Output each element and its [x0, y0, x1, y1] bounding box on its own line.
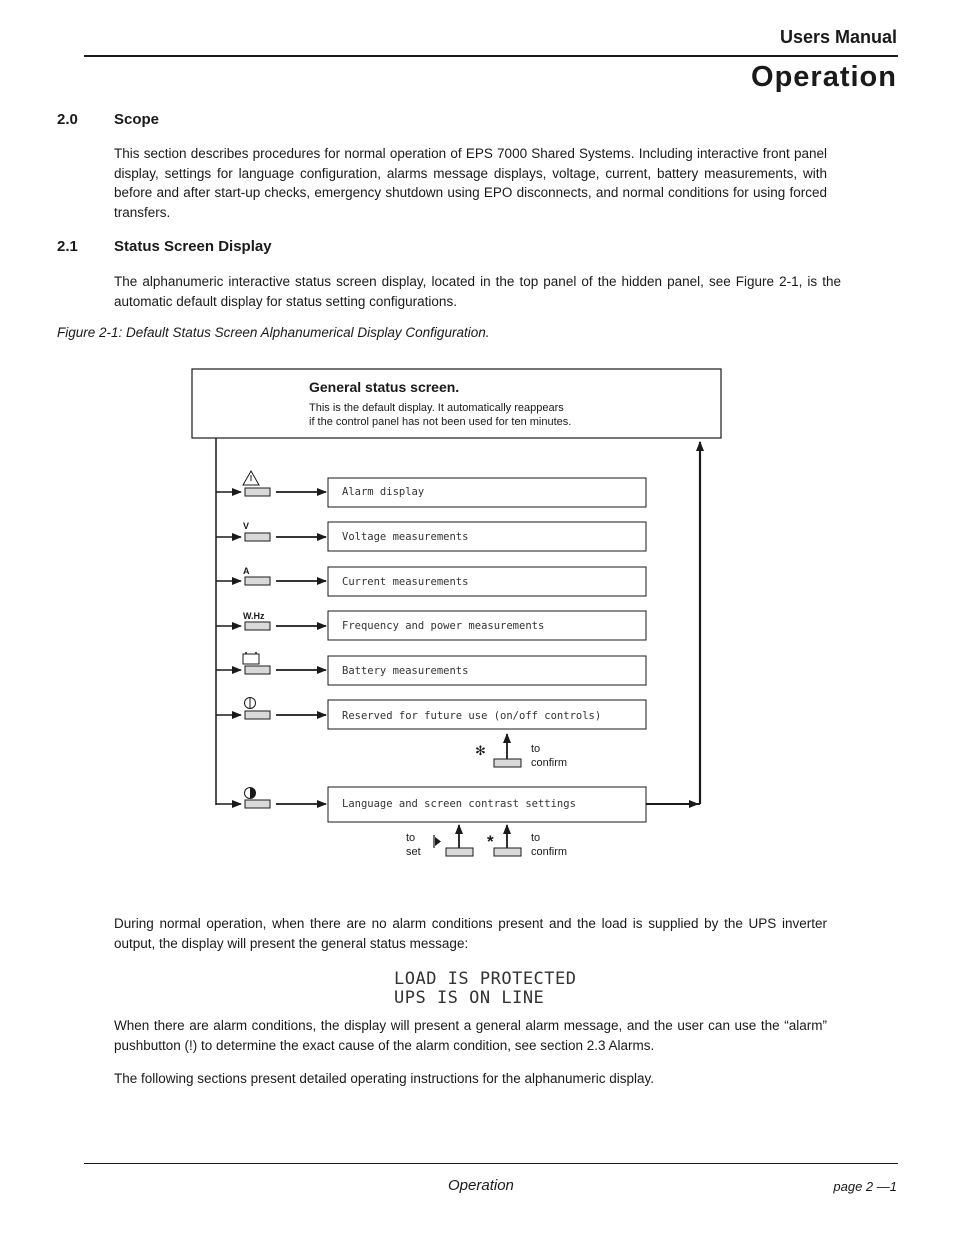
language-controls-group	[406, 825, 567, 858]
lcd-line-1: LOAD IS PROTECTED	[394, 969, 577, 989]
page-title: Operation	[751, 61, 897, 93]
general-status-line2: if the control panel has not been used for ten minutes.	[309, 416, 572, 428]
confirm2-label-confirm: confirm	[531, 846, 568, 858]
alarm-display-label: Alarm display	[342, 486, 425, 498]
row-alarm	[216, 471, 646, 507]
frequency-key-label: W.Hz	[243, 611, 265, 621]
frequency-button[interactable]	[245, 622, 270, 630]
section-number-status: 2.1	[57, 238, 78, 255]
confirm-label-confirm: confirm	[531, 757, 568, 769]
status-paragraph: The alphanumeric interactive status screen display, located in the top panel of the hidden panel, see Figure 2-1, is the automatic default display for status setting configurations.	[114, 274, 841, 309]
row-reserved	[216, 697, 646, 729]
row-current	[216, 566, 646, 596]
footer-rule	[84, 1163, 898, 1164]
row-language	[216, 787, 646, 822]
manual-title: Users Manual	[779, 27, 897, 47]
battery-button[interactable]	[245, 666, 270, 674]
battery-icon	[243, 652, 259, 664]
frequency-measurements-label: Frequency and power measurements	[342, 620, 545, 632]
scroll-icon	[434, 835, 441, 848]
row-battery	[216, 652, 646, 685]
voltage-button[interactable]	[245, 533, 270, 541]
row-voltage	[216, 521, 646, 551]
confirm2-label-to: to	[531, 832, 541, 844]
confirm-label-to: to	[531, 743, 541, 755]
asterisk-icon: ✻	[475, 743, 486, 758]
confirm-button-reserved[interactable]	[494, 759, 521, 767]
footer-page-number: page 2 —1	[833, 1179, 897, 1194]
scope-paragraph: This section describes procedures for normal operation of EPS 7000 Shared Systems. Including interactive front panel display, settings for language configuration, alarms message displays, voltage, current, battery measurements, with before and after start-up checks, emergency shutdown using EPO disconnects, and normal conditions for using forced transfers.	[114, 146, 827, 220]
current-button[interactable]	[245, 577, 270, 585]
asterisk-bold-icon: *	[487, 832, 494, 851]
general-status-title: General status screen.	[309, 379, 460, 395]
language-button[interactable]	[245, 800, 270, 808]
alarm-button[interactable]	[245, 488, 270, 496]
general-status-line1: This is the default display. It automatically reappears	[309, 402, 564, 414]
section-number-scope: 2.0	[57, 111, 78, 128]
footer-section: Operation	[448, 1177, 514, 1194]
section-title-status: Status Screen Display	[114, 238, 272, 255]
section-title-scope: Scope	[114, 111, 160, 128]
set-button[interactable]	[446, 848, 473, 856]
reserved-button[interactable]	[245, 711, 270, 719]
following-paragraph: The following sections present detailed operating instructions for the alphanumeric display.	[114, 1071, 655, 1086]
reserved-controls-label: Reserved for future use (on/off controls)	[342, 710, 602, 722]
alarm-paragraph: When there are alarm conditions, the display will present a general alarm message, and the user can use the “alarm” pushbutton (!) to determine the exact cause of the alarm condition, see section 2.3 Alarms.	[114, 1018, 827, 1053]
power-toggle-icon	[245, 697, 256, 709]
figure-caption: Figure 2-1: Default Status Screen Alphanumerical Display Configuration.	[57, 325, 490, 340]
set-label-to: to	[406, 832, 416, 844]
reserved-confirm-group	[475, 734, 567, 769]
battery-measurements-label: Battery measurements	[342, 665, 469, 677]
contrast-icon	[245, 788, 256, 799]
confirm-button-language[interactable]	[494, 848, 521, 856]
normal-operation-paragraph: During normal operation, when there are no alarm conditions present and the load is supplied by the UPS inverter output, the display will present the general status message:	[114, 916, 827, 951]
voltage-measurements-label: Voltage measurements	[342, 531, 469, 543]
current-measurements-label: Current measurements	[342, 576, 469, 588]
voltage-key-label: V	[243, 521, 250, 531]
lcd-line-2: UPS IS ON LINE	[394, 988, 545, 1008]
language-settings-label: Language and screen contrast settings	[342, 798, 576, 810]
row-frequency	[216, 611, 646, 640]
current-key-label: A	[243, 566, 250, 576]
set-label-set: set	[406, 846, 421, 858]
